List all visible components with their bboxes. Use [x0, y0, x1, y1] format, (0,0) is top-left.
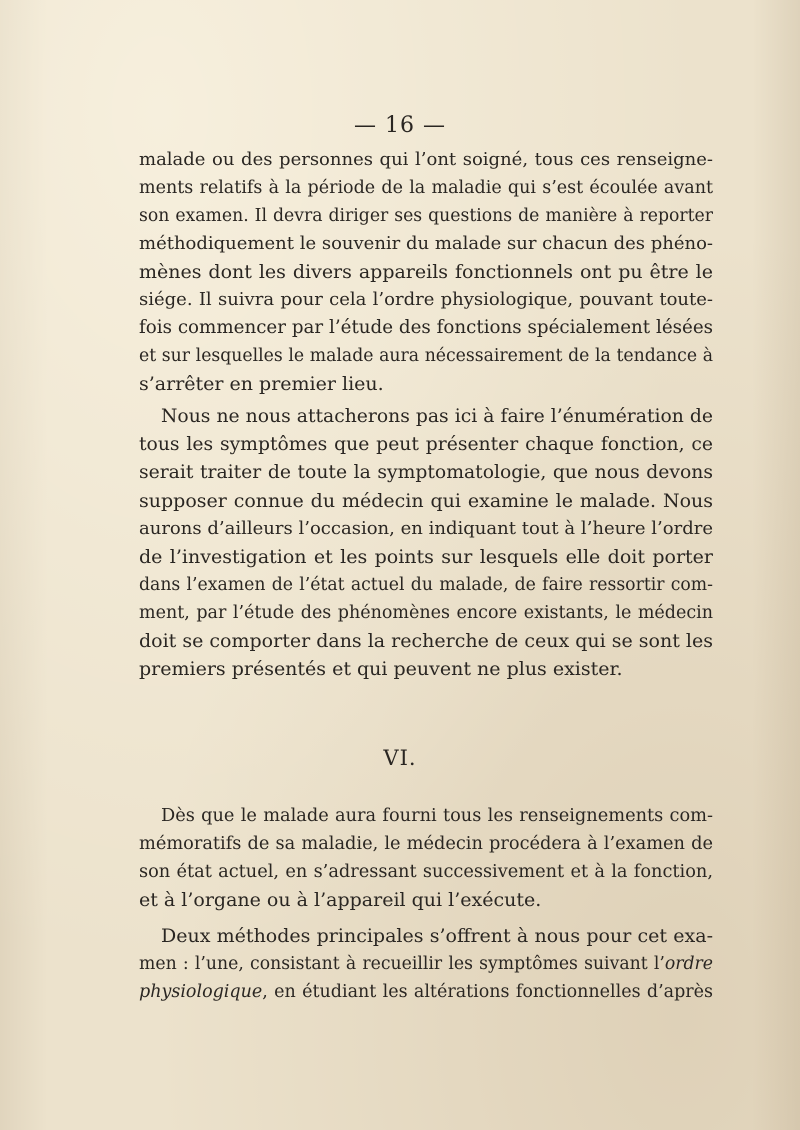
text-fragment: , en étudiant les altérations fonctionnelles d’après	[262, 982, 713, 1002]
text-line: siége. Il suivra pour cela l’ordre physiologique, pouvant toute-	[139, 289, 713, 310]
text-line: serait traiter de toute la symptomatologie, que nous devons	[139, 462, 713, 483]
text-line: et à l’organe ou à l’appareil qui l’exécute.	[139, 889, 542, 911]
text-line: fois commencer par l’étude des fonctions spécialement lésées	[139, 317, 713, 338]
text-line: doit se comporter dans la recherche de ceux qui se sont les	[139, 630, 713, 652]
text-line: supposer connue du médecin qui examine le malade. Nous	[139, 490, 713, 512]
text-line: mènes dont les divers appareils fonctionnels ont pu être le	[139, 261, 713, 283]
text-line: méthodiquement le souvenir du malade sur chacun des phéno-	[139, 233, 713, 254]
text-line: tous les symptômes que peut présenter chaque fonction, ce	[139, 434, 713, 455]
text-line: premiers présentés et qui peuvent ne plus exister.	[139, 658, 623, 680]
text-line: ment, par l’étude des phénomènes encore existants, le médecin	[139, 603, 713, 623]
text-line: et sur lesquelles le malade aura nécessairement de la tendance à	[139, 346, 713, 366]
section-heading: VI.	[383, 746, 417, 770]
text-line: dans l’examen de l’état actuel du malade, de faire ressortir com-	[139, 575, 713, 595]
text-line	[139, 950, 713, 978]
italic-text: physiologique	[139, 982, 263, 1002]
page-number: — 16 —	[354, 113, 446, 138]
text-line: aurons d’ailleurs l’occasion, en indiquant tout à l’heure l’ordre	[139, 518, 713, 539]
text-fragment: men : l’une, consistant à recueillir les symptômes suivant l’	[139, 954, 665, 974]
text-line: son état actuel, en s’adressant successivement et à la fonction,	[139, 862, 713, 882]
paragraph-2	[139, 403, 713, 683]
paragraph-4	[139, 922, 713, 1006]
paragraph-3	[139, 802, 713, 914]
text-line: Dès que le malade aura fourni tous les renseignements com-	[161, 806, 713, 826]
text-line: Deux méthodes principales s’offrent à nous pour cet exa-	[161, 925, 713, 947]
text-line: son examen. Il devra diriger ses questions de manière à reporter	[139, 206, 713, 226]
italic-text: ordre	[664, 954, 713, 974]
text-line: Nous ne nous attacherons pas ici à faire l’énumération de	[161, 406, 713, 427]
text-line: ments relatifs à la période de la maladie qui s’est écoulée avant	[139, 178, 713, 198]
text-line: de l’investigation et les points sur lesquels elle doit porter	[139, 546, 713, 568]
text-line: malade ou des personnes qui l’ont soigné, tous ces renseigne-	[139, 149, 713, 170]
text-line: s’arrêter en premier lieu.	[139, 373, 384, 395]
text-line	[139, 978, 713, 1006]
paragraph-1	[139, 146, 713, 398]
text-line: mémoratifs de sa maladie, le médecin procédera à l’examen de	[139, 834, 713, 854]
